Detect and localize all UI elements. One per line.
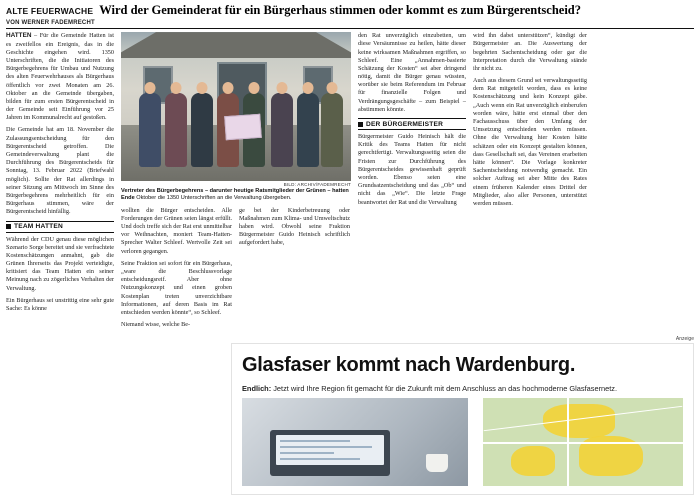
- photo-person: [271, 93, 293, 167]
- photo-caption: [121, 188, 351, 203]
- paragraph: wollten die Bürger entscheiden. Alle Forderungen der Grünen seien längst erfüllt. Und doch treffe sich der Rat erst unmittelbar vor Weihnachten, moniert Team-Hatten-Sprecher Walter Schleef. Wertvolle Zeit sei verloren gegangen.: [121, 206, 232, 255]
- paragraph: Auch aus diesem Grund sei verwaltungsseitig dem Rat mitgeteilt worden, dass es keine Kostenschätzung und kein Konzept gäbe. „Auch wenn ein Rat unverzüglich einberufen worden wäre, hätte erst einmal über den Fachausschuss über den Umfang der Umsetzung entschieden werden müssen. Ohne die Verwaltung hier Kosten hätte schätzen oder ein Konzept gestalten können, dass Gesellschaft sei, das Vereinen erarbeiten hätte können“. Die Vorlage konkreter Sachentscheidung notwendig gemacht. Ein solcher Auftrag sei aber Mitte des Rates einem früheren Kalender eines Drittel der Mitglieder, also aller Personen, unterstützt werden müssen.: [473, 77, 587, 207]
- section-title: TEAM HATTEN: [14, 223, 63, 231]
- paragraph: Die Gemeinde hat am 18. November die Zulassungsentscheidung für den Bürgerentscheid getroffen. Die Gemeindeverwaltung plant die Durchführung des Bürgerentscheids für Sonntag, 13. Februar 2022 (Briefwahl möglich). Sollte der Rat allerdings in seiner Sitzung am Mittwoch im Sinne des Bürgerbegehrens mehrheitlich für ein Bürgerhaus stimmen, wäre der Bürgerentscheid hinfällig.: [6, 126, 114, 216]
- bottom-row: [6, 336, 694, 495]
- photo-person: [139, 93, 161, 167]
- ad-map: [483, 398, 683, 486]
- ad-screen-line: [280, 452, 334, 454]
- advertisement-block: [231, 336, 694, 495]
- paragraph: den Rat unverzüglich einzubetten, um diese Versäumnisse zu heilen, hätte dieser keine wirksamen Maßnahmen ergriffen, so Schleef. Eine „Annahmen-basierte Schätzung der Kosten“ sei aber dringend nötig, damit die Bürger genau wüssten, worüber sie beim Referendum im Februar für finanzielle Folgen und Verdrängungsgeschäfte – zum Beispiel – abstimmen könnte.: [358, 32, 466, 113]
- column-4: [121, 207, 232, 334]
- ad-coffee-cup-icon: [426, 454, 448, 472]
- ad-label: Anzeige: [675, 336, 694, 343]
- photo-person-head: [327, 82, 338, 94]
- square-bullet-icon: [358, 122, 363, 127]
- ad-map-road: [567, 398, 569, 486]
- article-byline: VON WERNER FADEMRECHT: [6, 20, 95, 27]
- photo-person-head: [223, 82, 234, 94]
- header-divider: [6, 28, 694, 29]
- dateline: HATTEN: [6, 32, 32, 40]
- paragraph: wird ihn dabei unterstützen“, kündigt der Bürgermeister an. Die Auswertung der begehrten Sachentscheidung oder gar die Interpretation durch die Verwaltung stände ihr nicht zu.: [473, 32, 587, 72]
- page-title: Wird der Gemeinderat für ein Bürgerhaus stimmen oder kommt es zum Bürgerentscheid?: [99, 4, 582, 17]
- photo-person: [297, 93, 319, 167]
- photo-caption-lead: Vertreter des Bürgerbegehrens – darunter heutige Ratsmitglieder der Grünen – hatten Ende: [121, 188, 349, 202]
- ad-screen-line: [280, 446, 372, 448]
- section-header-team-hatten: [6, 221, 114, 233]
- photo-person: [321, 93, 343, 167]
- article-columns: [6, 32, 694, 333]
- photo-person-head: [277, 82, 288, 94]
- ad-headline: Glasfaser kommt nach Wardenburg.: [242, 354, 576, 377]
- column-3: [473, 32, 587, 212]
- article-header: [6, 4, 694, 18]
- photo-roof: [121, 32, 351, 58]
- column-photo-block: [121, 32, 351, 333]
- paragraph: ge bei der Kinderbetreuung oder Maßnahmen zum Klima- und Umweltschutz haben wird. Obwohl seine Fraktion Bürgermeister Guido Heinisch schriftlich aufgefordert habe,: [239, 206, 350, 247]
- photo-person: [165, 93, 187, 167]
- paragraph: Seine Fraktion sei sofort für ein Bürgerhaus, „ware die Beschlussvorlage entscheidungsreif. Aber ohne Nutzungskonzept und einen groben Kostenplan treten unverzichtbare Informationen, auf deren Basis im Rat entschieden werden könnte“, so Schleef.: [121, 259, 232, 316]
- article-photo: [121, 32, 351, 181]
- paragraph: [6, 32, 114, 122]
- photo-person-head: [303, 82, 314, 94]
- section-header-buergermeister: [358, 118, 466, 130]
- paragraph: Niemand wisse, welche Be-: [121, 321, 191, 329]
- square-bullet-icon: [6, 224, 11, 229]
- ad-subline: [242, 384, 617, 393]
- photo-credit: BILD: ARCHIV/FADEMRECHT: [283, 182, 351, 188]
- ad-photo: [242, 398, 468, 486]
- ad-screen-line: [280, 458, 360, 460]
- photo-caption-rest: Oktober die 1350 Unterschriften an die Verwaltung übergeben.: [136, 195, 292, 202]
- column-5: [239, 207, 350, 334]
- ad-subline-rest: Jetzt wird Ihre Region fit gemacht für die Zukunft mit dem Anschluss an das hochmoderne Glasfasernetz.: [273, 384, 618, 394]
- photo-person-head: [197, 82, 208, 94]
- photo-petition-papers: [224, 114, 262, 140]
- photo-person-head: [145, 82, 156, 94]
- photo-person-head: [249, 82, 260, 94]
- photo-person: [191, 93, 213, 167]
- ad-map-coverage-area: [511, 446, 555, 476]
- photo-wrap: [121, 32, 351, 203]
- photo-person-head: [171, 82, 182, 94]
- ad-laptop-screen: [276, 435, 384, 465]
- photo-sub-columns: [121, 207, 351, 334]
- column-2: [358, 32, 466, 211]
- paragraph-text: – Für die Gemeinde Hatten ist es zweifellos ein Ereignis, das in die Geschichte eingehen wird. 1350 Unterschriften, die die Initiatoren des Bürgerbegehrens für Umbau und Nutzung des alten Feuerwehrhauses als Bürgerhaus öffentlich vor zwei Monaten am 26. Oktober an die Gemeinde übergaben, bilden für zum ersten Bürgerentscheid in der Gemeinde seit Einführung vor 25 Jahren im Kommunalrecht auf gestoßen.: [6, 32, 115, 122]
- paragraph: Bürgermeister Guido Heinisch hält die Kritik des Teams Hatten für nicht gerechtfertigt. Verwaltungsseitig seien die Fristen zur Durchführung des Bürgerentscheides gewissenhaft geprüft worden. Ebenso seien eine Grundsatzentscheidung und das „Ob“ und nicht das „Wie“. Die letzte Frage beantwortet der Rat und die Verwaltung: [358, 133, 466, 206]
- section-title: DER BÜRGERMEISTER: [366, 120, 444, 128]
- paragraph: Während der CDU genau diese möglichen Szenario Sorge bereitet und sie verfrachtete Kostenschätzungen anmahnt, gab die Grünen Ihrerseits das Projekt verteidigte, kritisiert das Team Hatten ein seiner Meinung nach zu zögerliches Verhalten der Verwaltung.: [6, 235, 114, 292]
- ad-laptop-icon: [270, 430, 390, 476]
- ad-subline-lead: Endlich:: [242, 384, 272, 394]
- ad-map-road: [483, 442, 683, 444]
- advertisement[interactable]: [231, 343, 694, 495]
- column-1: [6, 32, 114, 317]
- paragraph: Ein Bürgerhaus sei unstrittig eine sehr gute Sache: Es könne: [6, 296, 114, 313]
- article-kicker: ALTE FEUERWACHE: [6, 6, 94, 16]
